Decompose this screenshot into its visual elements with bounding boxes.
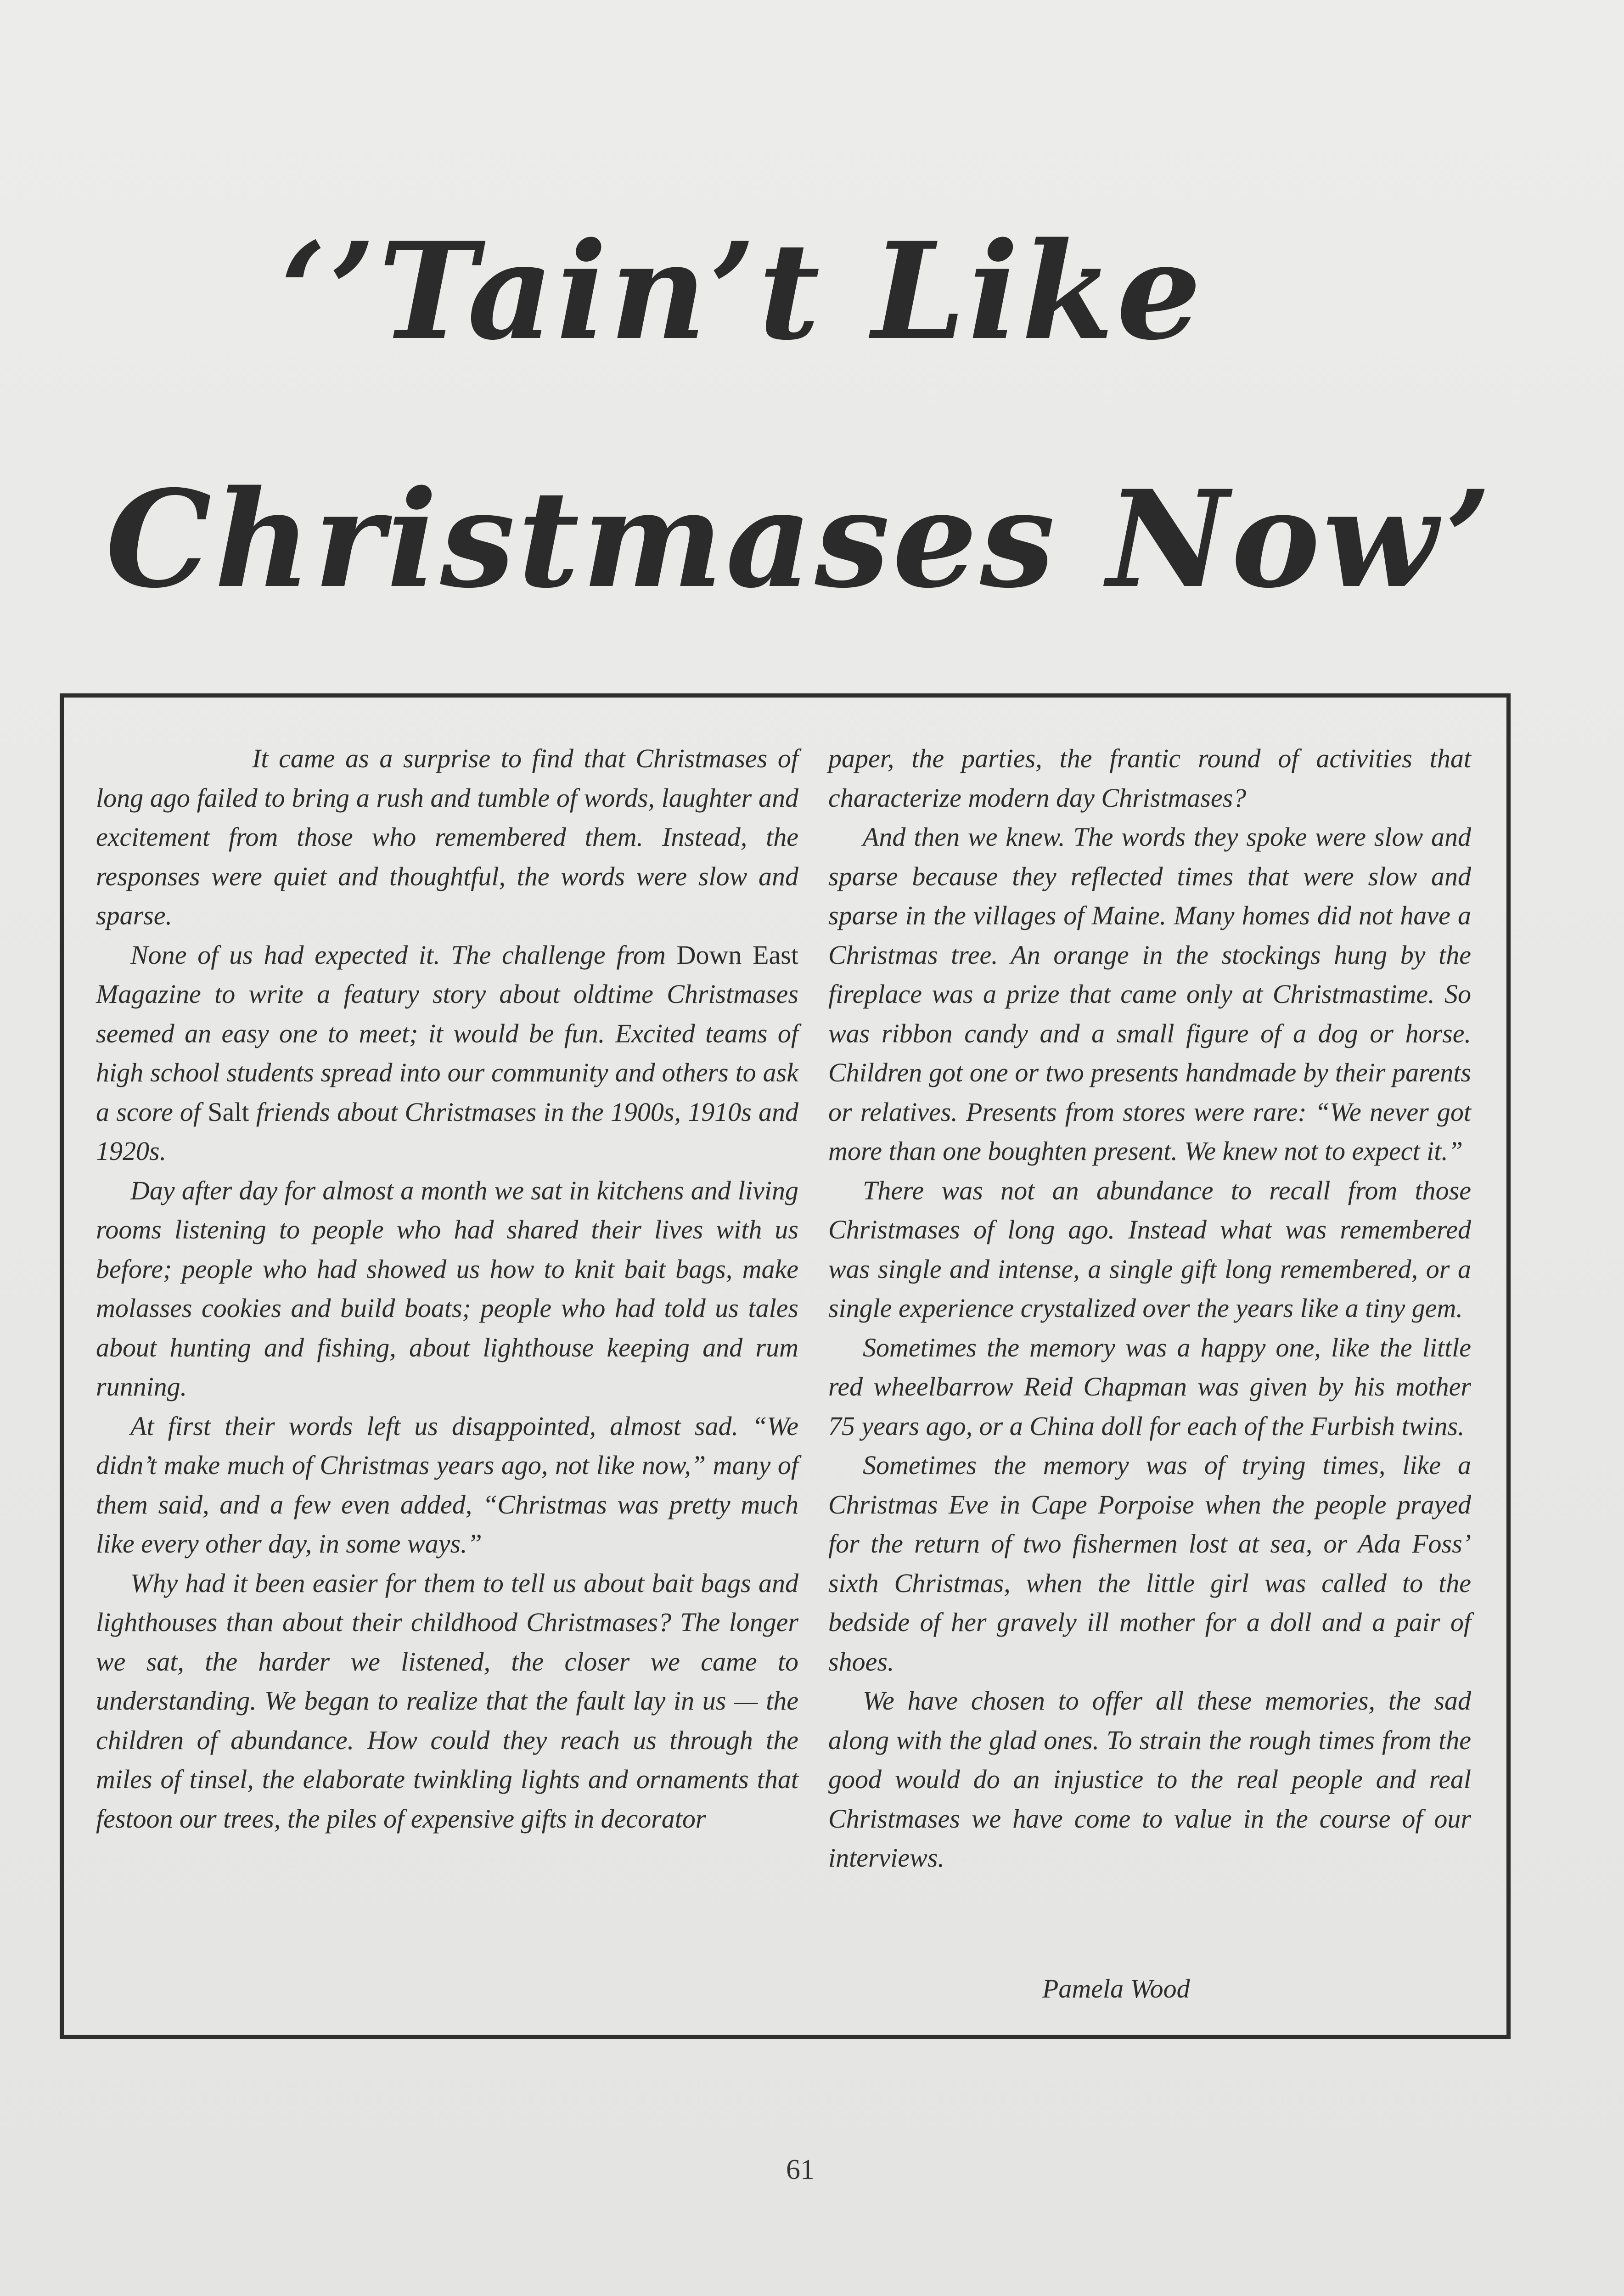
paragraph-text: friends about Christmases in the 1900s, 1910s and 1920s.: [96, 1097, 799, 1166]
paragraph-text: Magazine to write a featury story about oldtime Christmases seemed an easy one to meet; it would be fun. Excited teams of high school students spread into our community and others to ask a score of: [96, 979, 798, 1127]
article-paragraph: We have chosen to offer all these memories, the sad along with the glad ones. To strain the rough times from the good would do an injustice to the real people and real Christmases we have come to value in the course of our interviews.: [828, 1686, 1471, 1873]
page-number: 61: [786, 2154, 815, 2185]
magazine-name: Down East: [676, 940, 798, 970]
publication-name: Salt: [208, 1097, 249, 1127]
article-paragraph: Sometimes the memory was of trying times, like a Christmas Eve in Cape Porpoise when the people prayed for the return of two fishermen lost at sea, or Ada Foss’ sixth Christmas, when the little girl was called to the bedside of her gravely ill mother for a doll and a pair of shoes.: [828, 1450, 1471, 1677]
author-signature: Pamela Wood: [1042, 1974, 1190, 2003]
article-paragraph: Day after day for almost a month we sat in kitchens and living rooms listening to people who had shared their lives with us before; people who had showed us how to knit bait bags, make molasses cookies and build boats; people who had told us tales about hunting and fishing, about lighthouse keeping and rum running.: [96, 1175, 798, 1401]
article-title-line-1: ‘’Tain’t Like: [280, 214, 1204, 370]
article-paragraph: At first their words left us disappointed, almost sad. “We didn’t make much of Christmas years ago, not like now,” many of them said, and a few even added, “Christmas was pretty much like every other day, in some ways.”: [96, 1411, 798, 1559]
article-column-right: [828, 739, 1471, 1878]
article-paragraph: [96, 935, 798, 1171]
article-paragraph: Sometimes the memory was a happy one, like the little red wheelbarrow Reid Chapman was given by his mother 75 years ago, or a China doll for each of the Furbish twins.: [828, 1332, 1471, 1441]
article-title-line-2: Christmases Now’: [106, 461, 1495, 618]
article-paragraph: And then we knew. The words they spoke were slow and sparse because they reflected times that were slow and sparse in the villages of Maine. Many homes did not have a Christmas tree. An orange in the stockings hung by the fireplace was a prize that came only at Christmastime. So was ribbon candy and a small figure of a dog or horse. Children got one or two presents handmade by their parents or relatives. Presents from stores were rare: “We never got more than one boughten present. We knew not to expect it.”: [828, 822, 1471, 1166]
article-column-left: [96, 739, 798, 1838]
paragraph-text: None of us had expected it. The challenge from: [130, 940, 677, 970]
article-box: [60, 693, 1511, 2039]
article-paragraph: Why had it been easier for them to tell us about bait bags and lighthouses than about their childhood Christmases? The longer we sat, the harder we listened, the closer we came to understanding. We began to realize that the fault lay in us — the children of abundance. How could they reach us through the miles of tinsel, the elaborate twinkling lights and ornaments that festoon our trees, the piles of expensive gifts in decorator: [96, 1568, 798, 1834]
article-paragraph: It came as a surprise to find that Christmases of long ago failed to bring a rush and tumble of words, laughter and excitement from those who remembered them. Instead, the responses were quiet and thoughtful, the words were slow and sparse.: [96, 743, 798, 930]
article-paragraph: paper, the parties, the frantic round of activities that characterize modern day Christmases?: [828, 743, 1471, 813]
article-paragraph: There was not an abundance to recall from those Christmases of long ago. Instead what was remembered was single and intense, a single gift long remembered, or a single experience crystalized over the years like a tiny gem.: [828, 1175, 1471, 1323]
